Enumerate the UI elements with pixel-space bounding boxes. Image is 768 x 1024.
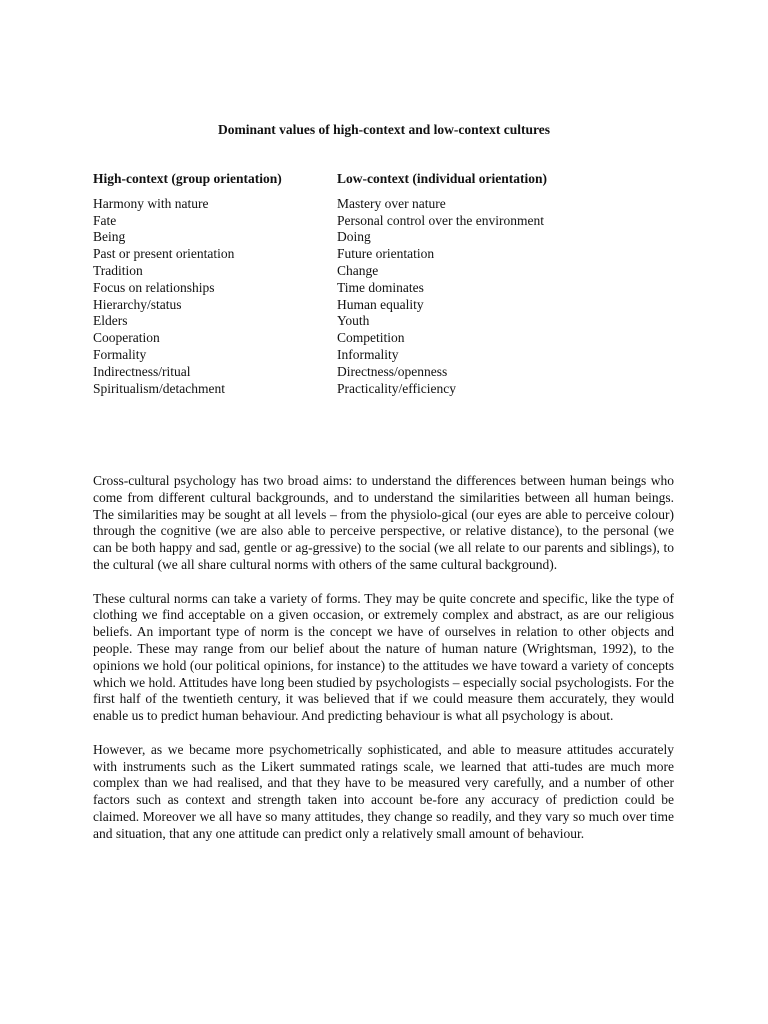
list-item: Change (337, 262, 379, 278)
list-item: Time dominates (337, 279, 424, 295)
list-item: Fate (93, 212, 117, 228)
list-item: Spiritualism/detachment (93, 380, 225, 396)
list-item: Informality (337, 346, 399, 362)
list-item: Tradition (93, 262, 143, 278)
list-item: Youth (337, 313, 370, 329)
paragraph: These cultural norms can take a variety of forms. They may be quite concrete and specific, like the type of clothing we find acceptable on a given occasion, or extremely complex and abstract, as are our religious beliefs. An important type of norm is the concept we have of ourselves in relation to other objects and people. These may range from our belief about the nature of human nature (Wrightsman, 1992), to the opinions we hold (our political opinions, for instance) to the attitudes we have toward a variety of concepts which we hold. Attitudes have long been studied by psychologists – especially social psychologists. For the first half of the twentieth century, it was believed that if we could measure them accurately, they would enable us to predict human behaviour. And predicting behaviour is what all psychology is about. (93, 590, 674, 724)
list-item: Hierarchy/status (93, 296, 182, 312)
low-context-list (337, 196, 667, 398)
list-item: Indirectness/ritual (93, 363, 191, 379)
list-item: Directness/openness (337, 363, 448, 379)
list-item: Mastery over nature (337, 195, 446, 211)
high-context-list (93, 196, 333, 398)
high-context-header: High-context (group orientation) (93, 171, 282, 186)
list-item: Competition (337, 330, 405, 346)
list-item: Human equality (337, 296, 424, 312)
body-text (93, 473, 674, 859)
list-item: Harmony with nature (93, 195, 209, 211)
list-item: Being (93, 229, 126, 245)
list-item: Doing (337, 229, 371, 245)
list-item: Cooperation (93, 330, 160, 346)
low-context-column (337, 171, 667, 397)
list-item: Formality (93, 346, 147, 362)
low-context-header: Low-context (individual orientation) (337, 171, 548, 186)
list-item: Elders (93, 313, 128, 329)
list-item: Practicality/efficiency (337, 380, 456, 396)
high-context-column (93, 171, 333, 397)
page-title: Dominant values of high-context and low-context cultures (218, 122, 550, 137)
list-item: Past or present orientation (93, 246, 235, 262)
list-item: Personal control over the environment (337, 212, 544, 228)
paragraph: However, as we became more psychometrically sophisticated, and able to measure attitudes accurately with instruments such as the Likert summated ratings scale, we learned that atti-tudes are much more complex than we had realised, and that they have to be measured very carefully, and a number of other factors such as context and strength taken into account be-fore any accuracy of prediction could be claimed. Moreover we all have so many attitudes, they change so readily, and they vary so much over time and situation, that any one attitude can predict only a relatively small amount of behaviour. (93, 741, 674, 841)
paragraph: Cross-cultural psychology has two broad aims: to understand the differences between human beings who come from different cultural backgrounds, and to understand the similarities between all human beings. The similarities may be sought at all levels – from the physiolo-gical (our eyes are able to perceive colour) through the cognitive (we are also able to perceive perspective, or relative distance), to the personal (we can be both happy and sad, gentle or ag-gressive) to the social (we all relate to our parents and siblings), to the cultural (we all share cultural norms with others of the same cultural background). (93, 473, 674, 572)
list-item: Future orientation (337, 246, 435, 262)
list-item: Focus on relationships (93, 279, 215, 295)
